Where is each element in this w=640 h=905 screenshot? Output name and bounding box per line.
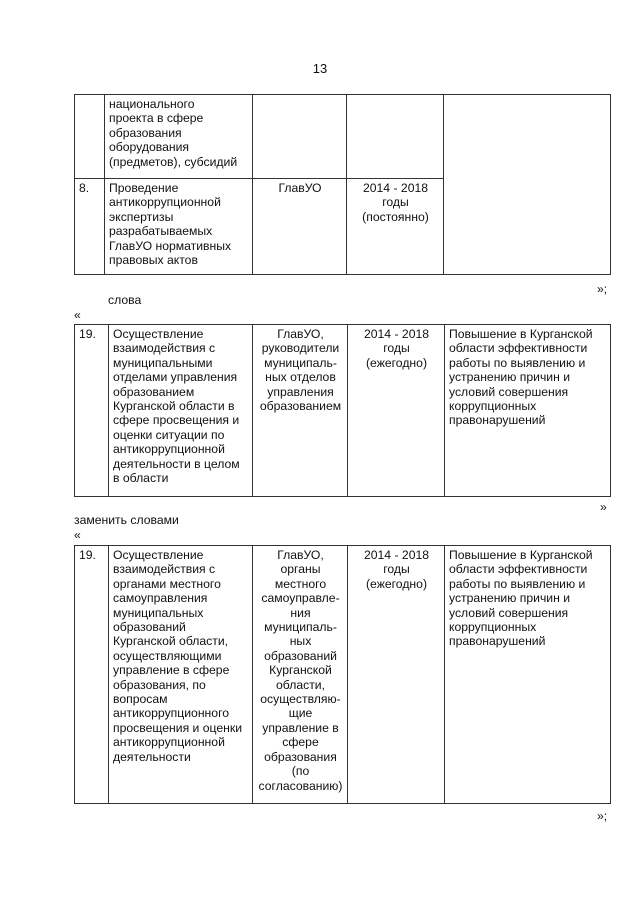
row-description: Проведение антикоррупционной экспертизы разрабатываемых ГлавУО нормативных правовых актов [105, 179, 253, 275]
row-result [444, 95, 611, 275]
row-number [75, 95, 105, 179]
table-old-wording [74, 324, 611, 497]
page-number: 13 [312, 61, 328, 76]
row-executor [253, 95, 347, 179]
table-row [75, 546, 611, 804]
row-description: Осуществление взаимодействия с органами местного самоуправления муниципальных образований Курганской области, осуществляющими управление в сфере образования, по вопросам антикоррупционного просвещения и оценки антикоррупционной деятельности [109, 546, 253, 804]
row-period: 2014 - 2018 годы (ежегодно) [348, 325, 445, 497]
row-executor: ГлавУО, руководители муниципаль- ных отделов управления образованием [253, 325, 348, 497]
row-number: 19. [75, 546, 109, 804]
row-result: Повышение в Курганской области эффективности работы по выявлению и устранению причин и условий совершения коррупционных правонарушений [445, 546, 611, 804]
opening-quote-2: « [74, 528, 81, 542]
replace-label: заменить словами [74, 513, 179, 527]
row-executor: ГлавУО [253, 179, 347, 275]
words-label: слова [108, 293, 142, 307]
table-row [75, 325, 611, 497]
table-continuation [74, 94, 611, 275]
opening-quote-1: « [74, 308, 81, 322]
table-row [75, 95, 611, 179]
row-description: национального проекта в сфере образования оборудования (предметов), субсидий [105, 95, 253, 179]
row-result: Повышение в Курганской области эффективности работы по выявлению и устранению причин и условий совершения коррупционных правонарушений [445, 325, 611, 497]
closing-quote-3: »; [597, 809, 608, 823]
row-executor: ГлавУО, органы местного самоуправле- ния муниципаль- ных образований Курганской области, осуществляю- щие управление в сфере образования (по согласованию) [253, 546, 348, 804]
row-period [347, 95, 444, 179]
closing-quote-2: » [600, 500, 607, 514]
table-new-wording [74, 545, 611, 804]
row-number: 8. [75, 179, 105, 275]
row-number: 19. [75, 325, 109, 497]
row-period: 2014 - 2018 годы (ежегодно) [348, 546, 445, 804]
row-description: Осуществление взаимодействия с муниципальными отделами управления образованием Курганской области в сфере просвещения и оценки ситуации по антикоррупционной деятельности в целом в области [109, 325, 253, 497]
closing-quote-1: »; [597, 282, 608, 296]
row-period: 2014 - 2018 годы (постоянно) [347, 179, 444, 275]
